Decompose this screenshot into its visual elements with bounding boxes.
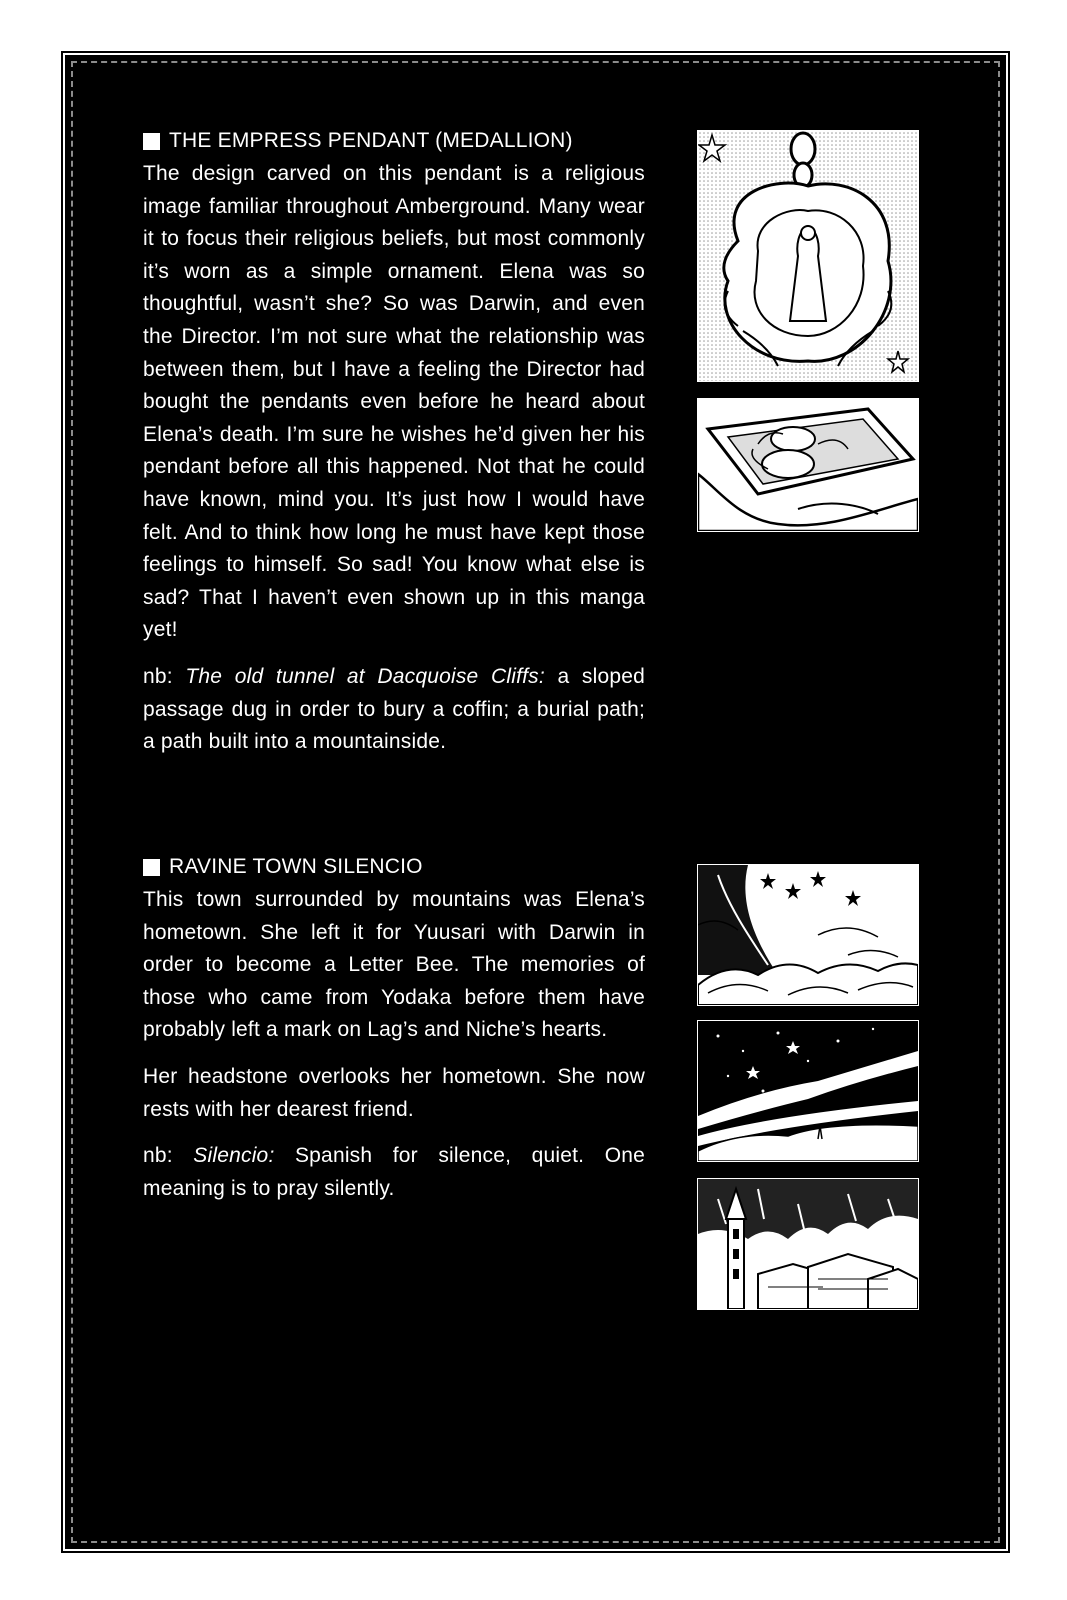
night-sky-illustration (697, 1020, 919, 1162)
square-bullet-icon (143, 859, 160, 876)
square-bullet-icon (143, 133, 160, 150)
pendant-box-illustration (697, 398, 919, 532)
note-text: a sloped passage dug in order to bury a coffin; a burial path; a path built into a mountainside. (143, 664, 646, 754)
mountain-town-illustration (697, 864, 919, 1006)
body-paragraph: Her headstone overlooks her hometown. She now rests with her dearest friend. (143, 1064, 645, 1121)
note-text: Spanish for silence, quiet. One meaning is to pray silently. (143, 1144, 645, 1200)
section-heading (143, 854, 645, 880)
section-heading (143, 128, 645, 154)
body-paragraph: This town surrounded by mountains was Elena’s hometown. She left it for Yuusari with Darwin in order to become a Letter Bee. The memories of those who came from Yodaka before them have probably left a mark on Lag’s and Niche’s hearts. (143, 888, 645, 1042)
note-prefix: nb: (143, 1144, 194, 1168)
note-prefix: nb: (143, 664, 186, 688)
note-term: The old tunnel at Dacquoise Cliffs: (185, 664, 545, 688)
note-paragraph (143, 1140, 645, 1205)
body-paragraph: The design carved on this pendant is a religious image familiar throughout Amberground. Many wear it to focus their religious beliefs, but most commonly it’s worn as a simple ornament. Elena was so thoughtful, wasn’t she? So was Darwin, and even the Director. I’m not sure what the relationship was between them, but I have a feeling the Director had bought the pendants even before he heard about Elena’s death. I’m sure he wishes he’d given her his pendant before all this happened. Not that he could have known, mind you. It’s just how I would have felt. And to think how long he must have kept those feelings to himself. So sad! You know what else is sad? That I haven’t even shown up in this manga yet! (143, 162, 645, 642)
heading-text: RAVINE TOWN SILENCIO (169, 855, 423, 878)
note-term: Silencio: (193, 1144, 275, 1168)
note-paragraph (143, 661, 645, 759)
pendant-illustration (697, 130, 919, 382)
bell-tower-illustration (697, 1178, 919, 1310)
heading-text: THE EMPRESS PENDANT (MEDALLION) (169, 129, 573, 152)
section-ravine-town (143, 854, 645, 1219)
section-empress-pendant (143, 128, 645, 773)
